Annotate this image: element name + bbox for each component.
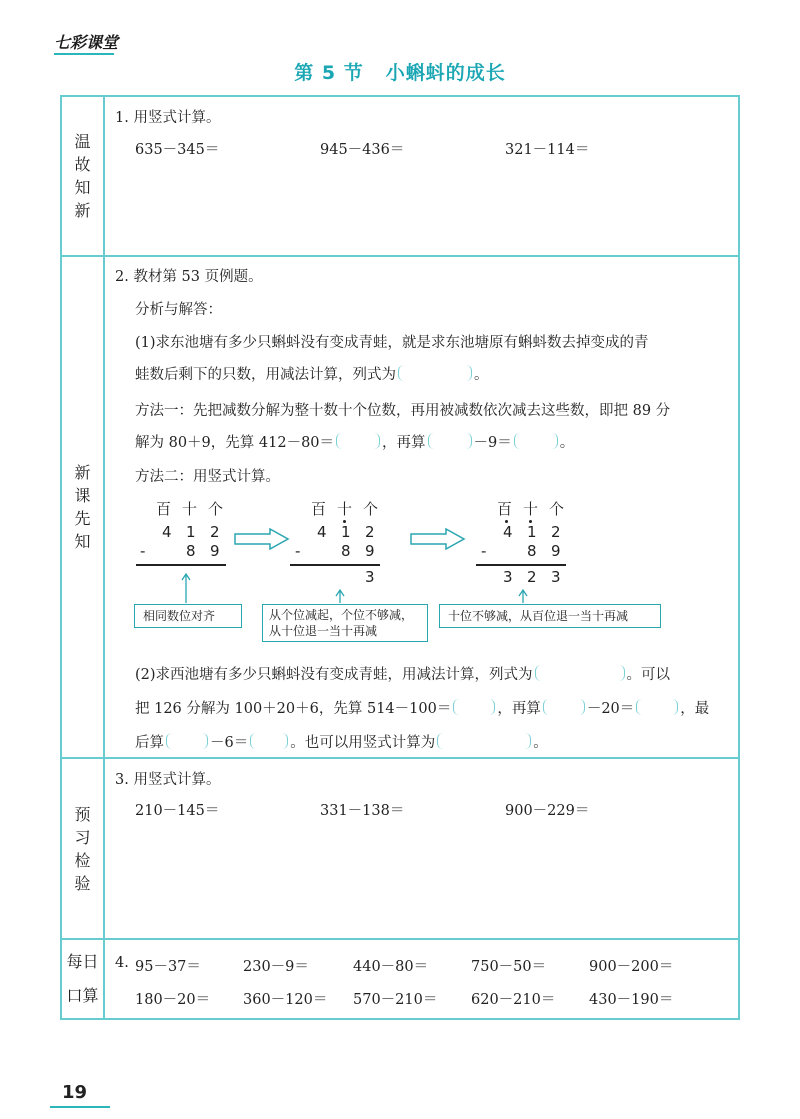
- text: 蛙数后剩下的只数，用减法计算，列式为: [135, 367, 396, 383]
- q4-item: 570－210＝: [353, 992, 438, 1008]
- answer-blank[interactable]: [453, 699, 495, 715]
- digit: 4: [503, 523, 513, 541]
- q3-item: 210－145＝: [135, 803, 220, 819]
- text: －9＝: [473, 435, 512, 451]
- right-arrow-icon: [234, 528, 290, 550]
- digit: 3: [551, 568, 561, 586]
- side-label-preview: [62, 759, 103, 938]
- q1-title: 1. 用竖式计算。: [115, 110, 221, 126]
- digit: 1: [341, 523, 351, 541]
- borrow-dot: [529, 520, 532, 523]
- text: 。: [474, 367, 489, 383]
- q4-item: 440－80＝: [353, 959, 429, 975]
- answer-blank[interactable]: [514, 433, 558, 449]
- text: (2)求西池塘有多少只蝌蚪没有变成青蛙，用减法计算，列式为: [135, 667, 533, 683]
- q2-method2: 方法二：用竖式计算。: [135, 469, 280, 485]
- digit: 8: [341, 542, 351, 560]
- note-line: 从十位退一当十再减: [269, 624, 378, 638]
- answer-blank[interactable]: [543, 699, 585, 715]
- q2-p2-line2: [135, 697, 709, 718]
- place-header: 个: [208, 500, 224, 518]
- minus-sign: -: [140, 542, 146, 560]
- answer-blank[interactable]: [636, 699, 678, 715]
- digit: 2: [210, 523, 220, 541]
- digit: 3: [503, 568, 513, 586]
- q1-item: 635－345＝: [135, 142, 220, 158]
- q2-title: 2. 教材第 53 页例题。: [115, 269, 263, 285]
- text: ，最: [680, 701, 710, 717]
- q3-title: 3. 用竖式计算。: [115, 772, 221, 788]
- brand-underline: [54, 53, 114, 55]
- minus-sign: -: [481, 542, 487, 560]
- q3-item: 331－138＝: [320, 803, 405, 819]
- side-char: 课: [74, 486, 91, 505]
- section-number: 第 5 节: [294, 62, 364, 84]
- column-divider: [103, 95, 105, 1020]
- text: 后算: [135, 735, 164, 751]
- calc-rule: [136, 564, 226, 566]
- note-align-digits: 相同数位对齐: [134, 604, 242, 628]
- digit: 3: [365, 568, 375, 586]
- side-char: 温: [74, 132, 91, 151]
- digit: 9: [551, 542, 561, 560]
- q4-item: 620－210＝: [471, 992, 556, 1008]
- up-arrow-icon: [334, 588, 346, 604]
- digit: 8: [186, 542, 196, 560]
- place-header: 十: [337, 500, 353, 518]
- side-char: 先: [74, 509, 91, 528]
- side-char: 新: [74, 201, 91, 220]
- side-label-review: [62, 97, 103, 255]
- note-line: 从个位减起，个位不够减，: [269, 608, 414, 622]
- side-char: 检: [74, 850, 91, 870]
- side-char: 预: [74, 804, 91, 824]
- place-header: 百: [156, 500, 172, 518]
- side-char: 验: [74, 873, 91, 893]
- answer-blank[interactable]: [535, 665, 625, 681]
- q2-analysis: 分析与解答：: [135, 302, 222, 318]
- row-divider: [60, 938, 740, 940]
- side-char: 口算: [66, 986, 99, 1005]
- calc-rule: [290, 564, 380, 566]
- borrow-dot: [505, 520, 508, 523]
- up-arrow-icon: [517, 588, 529, 604]
- up-arrow-icon: [180, 572, 192, 604]
- place-header: 百: [311, 500, 327, 518]
- right-arrow-icon: [410, 528, 466, 550]
- digit: 2: [551, 523, 561, 541]
- digit: 4: [317, 523, 327, 541]
- brand-logo: 七彩课堂: [54, 33, 119, 52]
- answer-blank[interactable]: [398, 365, 472, 381]
- text: －6＝: [210, 735, 249, 751]
- place-header: 十: [523, 500, 539, 518]
- q2-method1-line2: [135, 431, 574, 452]
- note-borrow-tens: 十位不够减，从百位退一当十再减: [439, 604, 661, 628]
- place-header: 个: [363, 500, 379, 518]
- answer-blank[interactable]: [437, 733, 531, 749]
- row-divider: [60, 255, 740, 257]
- worksheet-frame: [60, 95, 740, 1020]
- side-label-daily: [62, 940, 103, 1018]
- q1-item: 945－436＝: [320, 142, 405, 158]
- section-title: [0, 58, 800, 85]
- side-char: 故: [74, 155, 91, 174]
- q2-p2-line1: [135, 663, 670, 684]
- q4-item: 430－190＝: [589, 992, 674, 1008]
- digit: 2: [527, 568, 537, 586]
- place-header: 百: [497, 500, 513, 518]
- side-char: 新: [74, 463, 91, 482]
- calc-rule: [476, 564, 566, 566]
- side-char: 习: [74, 827, 91, 847]
- digit: 2: [365, 523, 375, 541]
- digit: 8: [527, 542, 537, 560]
- answer-blank[interactable]: [250, 733, 288, 749]
- text: 解为 80＋9，先算 412－80＝: [135, 435, 335, 451]
- text: ，再算: [382, 435, 426, 451]
- answer-blank[interactable]: [166, 733, 208, 749]
- q4-item: 360－120＝: [243, 992, 328, 1008]
- q1-item: 321－114＝: [505, 142, 590, 158]
- side-char: 每日: [66, 952, 99, 971]
- q4-item: 230－9＝: [243, 959, 309, 975]
- text: －20＝: [586, 701, 635, 717]
- answer-blank[interactable]: [336, 433, 380, 449]
- page-number-underline: [50, 1106, 110, 1108]
- page-number: 19: [62, 1082, 88, 1103]
- digit: 1: [186, 523, 196, 541]
- q3-item: 900－229＝: [505, 803, 590, 819]
- q4-item: 95－37＝: [135, 959, 201, 975]
- place-header: 十: [182, 500, 198, 518]
- text: 。: [533, 735, 548, 751]
- digit: 9: [210, 542, 220, 560]
- digit: 4: [162, 523, 172, 541]
- q2-p1-line1: (1)求东池塘有多少只蝌蚪没有变成青蛙，就是求东池塘原有蝌蚪数去掉变成的青: [135, 335, 649, 351]
- q2-p1-line2: [135, 363, 489, 384]
- q2-method1-line1: 方法一：先把减数分解为整十数十个位数，再用被减数依次减去这些数，即把 89 分: [135, 403, 671, 419]
- note-borrow-ones: [262, 604, 428, 642]
- place-header: 个: [549, 500, 565, 518]
- text: 。: [559, 435, 575, 451]
- text: 。可以: [626, 667, 671, 683]
- row-divider: [60, 757, 740, 759]
- q4-item: 900－200＝: [589, 959, 674, 975]
- side-char: 知: [74, 178, 91, 197]
- digit: 1: [527, 523, 537, 541]
- lesson-title: 小蝌蚪的成长: [385, 62, 506, 84]
- q4-label: 4.: [115, 955, 129, 971]
- borrow-dot: [343, 520, 346, 523]
- minus-sign: -: [295, 542, 301, 560]
- side-label-new: [62, 257, 103, 757]
- answer-blank[interactable]: [428, 433, 472, 449]
- side-char: 知: [74, 532, 91, 551]
- q4-item: 750－50＝: [471, 959, 547, 975]
- q2-p2-line3: [135, 731, 548, 752]
- text: 。也可以用竖式计算为: [290, 735, 436, 751]
- text: 把 126 分解为 100＋20＋6，先算 514－100＝: [135, 701, 452, 717]
- text: ，再算: [497, 701, 541, 717]
- q4-item: 180－20＝: [135, 992, 211, 1008]
- digit: 9: [365, 542, 375, 560]
